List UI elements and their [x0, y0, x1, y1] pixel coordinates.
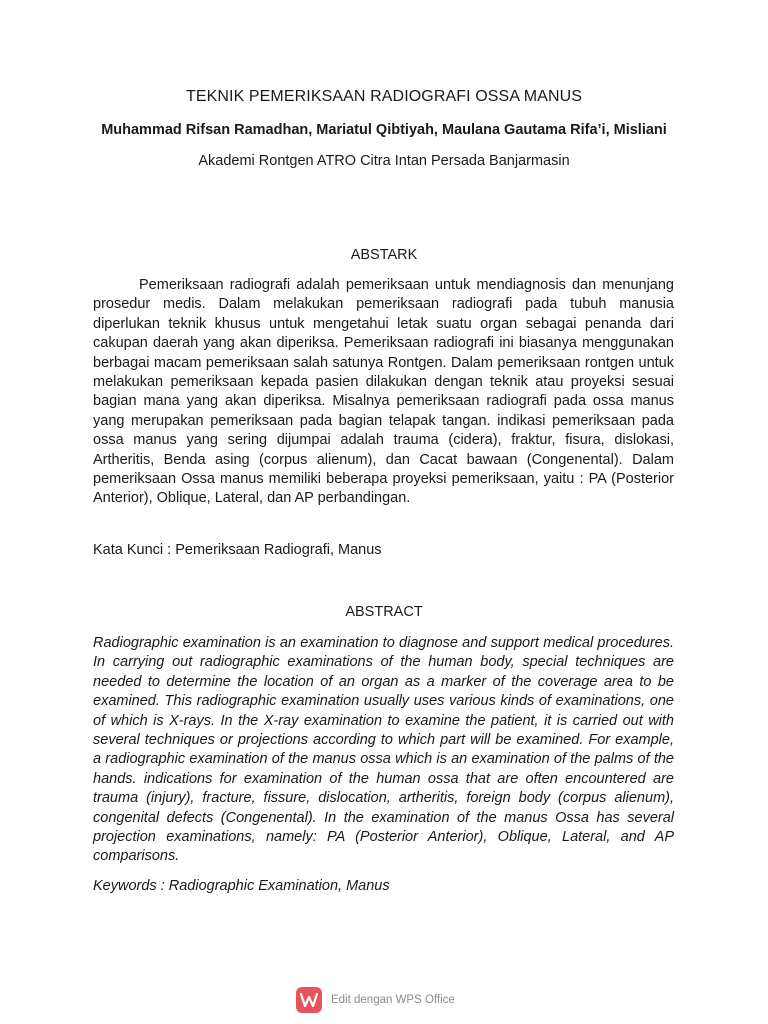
kata-kunci: Kata Kunci : Pemeriksaan Radiografi, Manus	[93, 542, 382, 558]
wps-office-icon	[296, 987, 322, 1013]
keywords: Keywords : Radiographic Examination, Manus	[93, 878, 390, 894]
abstract-heading: ABSTRACT	[345, 604, 423, 620]
paper-title: TEKNIK PEMERIKSAAN RADIOGRAFI OSSA MANUS	[185, 88, 583, 105]
abstract-body: Radiographic examination is an examination to diagnose and support medical procedures. In carrying out radiographic examinations of the human body, special techniques are needed to determine the location of an organ as a marker of the coverage area to be examined. This radiographic examination usually uses various kinds of examinations, one of which is X-rays. In the X-ray examination to examine the patient, it is carried out with several techniques or projections according to which part will be examined. For example, a radiographic examination of the manus ossa which is an examination of the palms of the hands. indications for examination of the human ossa that are often encountered are trauma (injury), fracture, fissure, dislocation, artheritis, foreign body (corpus alienum), congenital defects (Congenental). In the examination of the manus Ossa has several projection examinations, namely: PA (Posterior Anterior), Oblique, Lateral, and AP comparisons.	[93, 635, 674, 865]
paper-affiliation: Akademi Rontgen ATRO Citra Intan Persada Banjarmasin	[198, 153, 570, 169]
abstrak-body: Pemeriksaan radiografi adalah pemeriksaan untuk mendiagnosis dan menunjang prosedur medis. Dalam melakukan pemeriksaan radiografi pada tubuh manusia diperlukan teknik khusus untuk mengetahui letak suatu organ sebagai penanda dari cakupan daerah yang akan diperiksa. Pemeriksaan radiografi ini biasanya menggunakan berbagai macam pemeriksaan salah satunya Rontgen. Dalam pemeriksaan rontgen untuk melakukan pemeriksaan kepada pasien dilakukan dengan teknik atau proyeksi sesuai bagian mana yang akan diperiksa. Misalnya pemeriksaan radiografi pada ossa manus yang merupakan pemeriksaan pada bagian telapak tangan. indikasi pemeriksaan pada ossa manus yang sering dijumpai adalah trauma (cidera), fraktur, fisura, dislokasi, Artheritis, Benda asing (corpus alienum), dan Cacat bawaan (Congenental). Dalam pemeriksaan Ossa manus memiliki beberapa proyeksi pemeriksaan, yaitu : PA (Posterior Anterior), Oblique, Lateral, dan AP perbandingan.	[93, 277, 674, 507]
wps-edit-banner[interactable]	[296, 986, 455, 1014]
abstrak-heading: ABSTARK	[350, 247, 418, 263]
wps-edit-label: Edit dengan WPS Office	[331, 994, 455, 1006]
paper-authors: Muhammad Rifsan Ramadhan, Mariatul Qibtiyah, Maulana Gautama Rifa’i, Misliani	[101, 122, 667, 138]
